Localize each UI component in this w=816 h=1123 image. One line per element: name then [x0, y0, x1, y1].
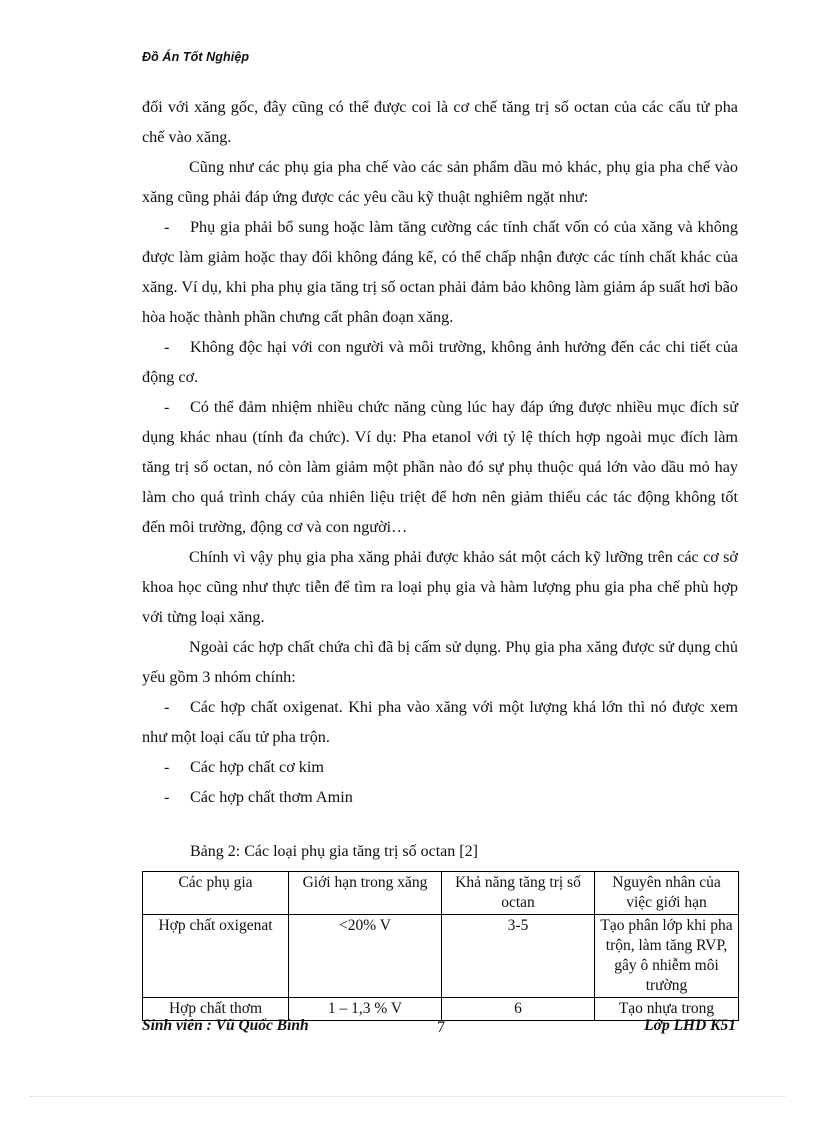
bullet-item: [142, 332, 738, 392]
bullet-dash: -: [164, 698, 170, 716]
table-header-cell: Giới hạn trong xăng: [289, 872, 442, 915]
paragraph: Ngoài các hợp chất chứa chì đã bị cấm sử dụng. Phụ gia pha xăng được sử dụng chủ yếu gồm 3 nhóm chính:: [142, 638, 738, 686]
bullet-item: [142, 392, 738, 542]
table-cell: 6: [442, 998, 595, 1021]
table-cell: Hợp chất oxigenat: [143, 915, 289, 998]
bullet-text: Phụ gia phải bổ sung hoặc làm tăng cường các tính chất vốn có của xăng và không được làm giảm hoặc thay đổi không đáng kể, có thể chấp nhận được các tính chất khác của xăng. Ví dụ, khi pha phụ gia tăng trị số octan phải đảm bảo không làm giảm áp suất hơi bão hòa hoặc thành phần chưng cất phân đoạn xăng.: [142, 218, 738, 326]
page-number: 7: [437, 1019, 445, 1036]
table-header-cell: Các phụ gia: [143, 872, 289, 915]
bullet-item: [142, 212, 738, 332]
table-row: [143, 915, 739, 998]
paragraph: đối với xăng gốc, đây cũng có thể được coi là cơ chế tăng trị số octan của các cấu tử pha chế vào xăng.: [142, 98, 738, 146]
table-header-row: [143, 872, 739, 915]
bullet-item: [142, 692, 738, 752]
table-cell: Tạo phân lớp khi pha trộn, làm tăng RVP, gây ô nhiễm môi trường: [595, 915, 739, 998]
bullet-dash: -: [164, 338, 170, 356]
bullet-dash: -: [164, 758, 170, 776]
footer-student-name: Sinh viên : Vũ Quốc Bình: [142, 1017, 309, 1034]
bullet-text: Các hợp chất oxigenat. Khi pha vào xăng với một lượng khá lớn thì nó được xem như một loại cấu tử pha trộn.: [142, 698, 738, 746]
bullet-dash: -: [164, 788, 170, 806]
table-cell: Hợp chất thơm: [143, 998, 289, 1021]
page-footer: [142, 1017, 738, 1041]
octane-additives-table: [142, 871, 739, 1021]
footer-class: Lớp LHD K51: [644, 1017, 736, 1034]
bullet-text: Có thể đảm nhiệm nhiều chức năng cùng lúc hay đáp ứng được nhiều mục đích sử dụng khác nhau (tính đa chức). Ví dụ: Pha etanol với tỷ lệ thích hợp ngoài mục đích làm tăng trị số octan, nó còn làm giảm một phần nào đó sự phụ thuộc quá lớn vào dầu mỏ hay làm cho quá trình cháy của nhiên liệu triệt để hơn nên giảm thiểu các tác động không tốt đến môi trường, động cơ và con người…: [142, 398, 738, 536]
bullet-text: Không độc hại với con người và môi trường, không ảnh hưởng đến các chi tiết của động cơ.: [142, 338, 738, 386]
bullet-text: Các hợp chất thơm Amin: [190, 788, 353, 806]
bullet-text: Các hợp chất cơ kim: [190, 758, 324, 776]
paragraph: Cũng như các phụ gia pha chế vào các sản phẩm dầu mỏ khác, phụ gia pha chế vào xăng cũng phải đáp ứng được các yêu cầu kỹ thuật nghiêm ngặt như:: [142, 158, 738, 206]
table-cell: <20% V: [289, 915, 442, 998]
table-cell: 1 – 1,3 % V: [289, 998, 442, 1021]
table-cell: 3-5: [442, 915, 595, 998]
table-header-cell: Khả năng tăng trị số octan: [442, 872, 595, 915]
bullet-dash: -: [164, 218, 170, 236]
table-cell: Tạo nhựa trong: [595, 998, 739, 1021]
body-text: [142, 92, 738, 812]
bullet-dash: -: [164, 398, 170, 416]
bullet-item: [142, 752, 738, 782]
document-header-title: Đồ Án Tốt Nghiệp: [142, 50, 250, 64]
table-caption: Bảng 2: Các loại phụ gia tăng trị số octan [2]: [190, 843, 478, 860]
paragraph: Chính vì vậy phụ gia pha xăng phải được khảo sát một cách kỹ lưỡng trên các cơ sở khoa học cũng như thực tiễn để tìm ra loại phụ gia và hàm lượng phu gia pha chế phù hợp với từng loại xăng.: [142, 548, 738, 626]
page-bottom-divider: [30, 1096, 786, 1097]
bullet-item: [142, 782, 738, 812]
table-header-cell: Nguyên nhân của việc giới hạn: [595, 872, 739, 915]
